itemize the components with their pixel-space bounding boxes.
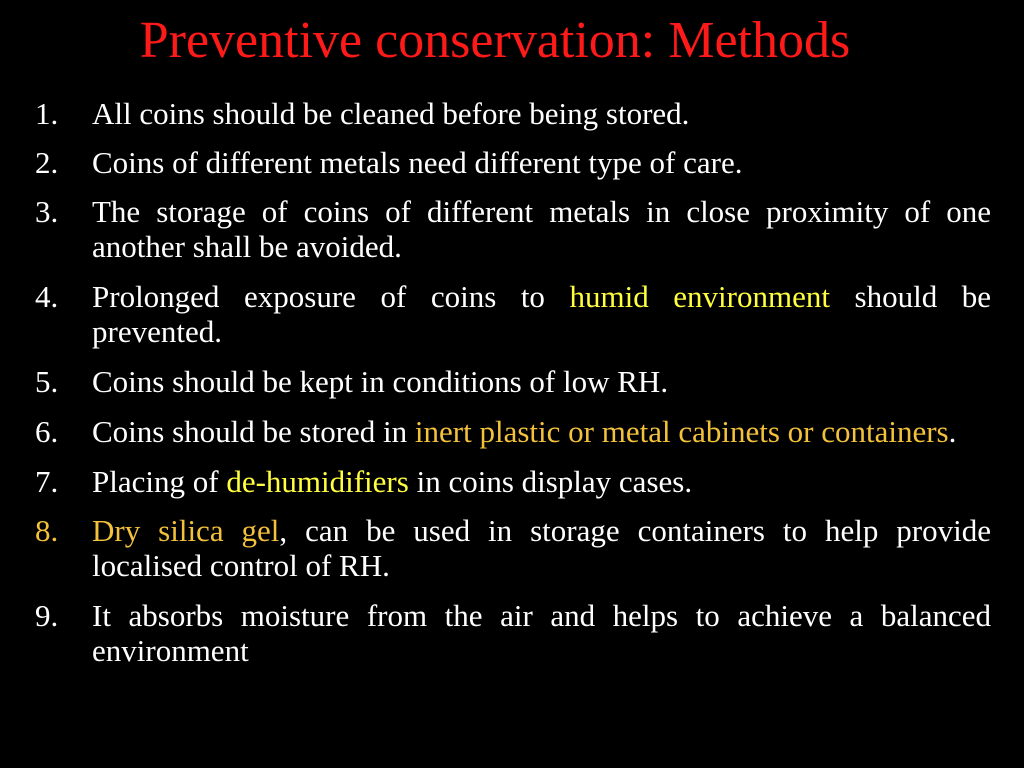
- list-item-2: [35, 145, 991, 180]
- item-text: Coins should be kept in conditions of low RH.: [92, 364, 669, 399]
- list-item-8: [35, 513, 991, 583]
- item-text-after: , can be used in storage containers to help provide localised control of RH.: [92, 513, 991, 583]
- item-number: 5.: [35, 364, 59, 399]
- item-text-after: in coins display cases.: [408, 464, 693, 499]
- item-number: 3.: [35, 194, 59, 229]
- item-text: Coins of different metals need different type of care.: [92, 145, 743, 180]
- slide-title: Preventive conservation: Methods: [139, 12, 851, 69]
- item-number: 9.: [35, 598, 59, 633]
- item-number: 8.: [35, 513, 59, 548]
- item-number: 2.: [35, 145, 59, 180]
- list-item-6: [35, 414, 991, 449]
- list-item-1: [35, 96, 991, 131]
- list-item-7: [35, 464, 991, 499]
- item-text: All coins should be cleaned before being stored.: [92, 96, 690, 131]
- list-item-4: [35, 279, 991, 349]
- item-text: It absorbs moisture from the air and helps to achieve a balanced environment: [92, 598, 991, 668]
- list-item-3: [35, 194, 991, 264]
- item-number: 6.: [35, 414, 59, 449]
- item-number: 1.: [35, 96, 59, 131]
- item-text-before: Prolonged exposure of coins to: [92, 279, 570, 314]
- item-number: 7.: [35, 464, 59, 499]
- item-text: The storage of coins of different metals in close proximity of one another shall be avoided.: [92, 194, 991, 264]
- methods-list: [35, 96, 991, 668]
- highlight-inert-containers: inert plastic or metal cabinets or containers: [414, 414, 949, 449]
- item-text-after: .: [948, 414, 957, 449]
- item-number: 4.: [35, 279, 59, 314]
- list-item-9: [35, 598, 991, 668]
- highlight-de-humidifiers: de-humidifiers: [226, 464, 409, 499]
- item-text-before: Coins should be stored in: [92, 414, 415, 449]
- list-item-5: [35, 364, 991, 399]
- highlight-humid-environment: humid environment: [569, 279, 830, 314]
- item-text-before: Placing of: [92, 464, 227, 499]
- item-text-after: should be prevented.: [92, 279, 992, 349]
- highlight-dry-silica-gel: Dry silica gel: [92, 513, 280, 548]
